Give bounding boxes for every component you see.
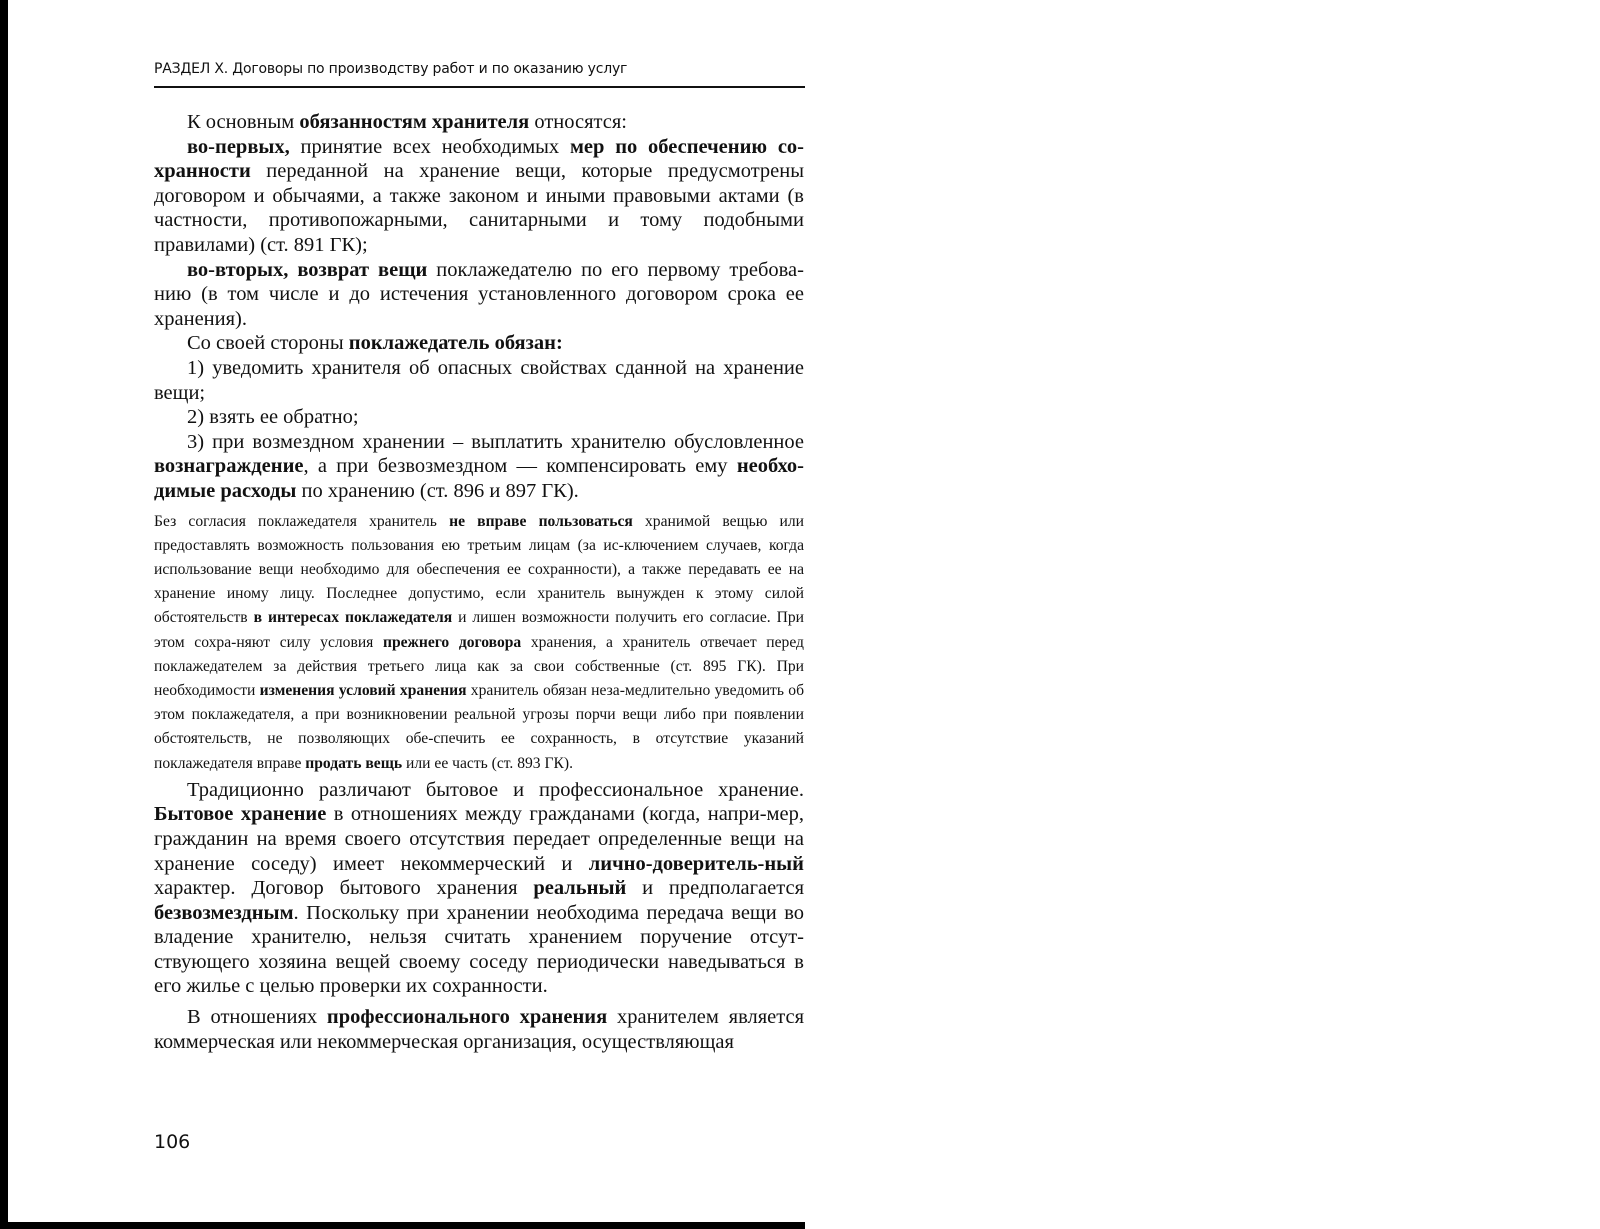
page-body bbox=[154, 110, 804, 1054]
running-header: РАЗДЕЛ X. Договоры по производству работ и по оказанию услуг bbox=[154, 61, 628, 77]
main-text-block-1 bbox=[154, 110, 804, 504]
small-print-block bbox=[154, 510, 804, 776]
scan-border-left bbox=[0, 0, 8, 1229]
paragraph-depositor-intro: Со своей стороны поклажедатель обязан: bbox=[187, 332, 563, 355]
scan-border-bottom bbox=[0, 1222, 805, 1229]
paragraph-duties-intro: К основным обязанностям хранителя относятся: bbox=[187, 111, 627, 133]
paragraph-household-storage: Традиционно различают бытовое и профессиональное хранение. Бытовое хранение в отношениях между гражданами (когда, напри-мер, гражданин на время своего отсутствия передает определенные вещи на хранение соседу) имеет некоммерческий и лично-доверитель-ный характер. Договор бытового хранения реальный и предполагается безвозмездным. Поскольку при хранении необходима передача вещи во владение хранителю, нельзя считать хранением поручение отсут-ствующего хозяина вещей своему соседу периодически наведываться в его жилье с целью проверки их сохранности. bbox=[154, 778, 804, 998]
paragraph-depositor-item-3: 3) при возмездном хранении – выплатить хранителю обусловленное вознаграждение, а при безвозмездном — компенсировать ему необхо-димые расходы по хранению (ст. 896 и 897 ГК). bbox=[154, 430, 804, 502]
paragraph-depositor-item-1: 1) уведомить хранителя об опасных свойствах сданной на хранение вещи; bbox=[154, 356, 804, 404]
paragraph-first-duty: во-первых, принятие всех необходимых мер по обеспечению со-хранности переданной на хранение вещи, которые предусмотрены договором и обычаями, а также законом и иными правовыми актами (в частности, противопожарными, санитарными и тому подобными правилами) (ст. 891 ГК); bbox=[154, 135, 804, 256]
paragraph-second-duty: во-вторых, возврат вещи поклажедателю по его первому требова-нию (в том числе и до истечения установленного договором срока ее хранения). bbox=[154, 258, 804, 330]
header-rule bbox=[154, 86, 805, 88]
paragraph-professional-storage: В отношениях профессионального хранения хранителем является коммерческая или некоммерческая организация, осуществляющая bbox=[154, 1006, 804, 1053]
main-text-block-2 bbox=[154, 778, 804, 1055]
paragraph-depositor-item-2: 2) взять ее обратно; bbox=[187, 406, 359, 429]
page-number: 106 bbox=[154, 1131, 191, 1153]
paragraph-small-print: Без согласия поклажедателя хранитель не вправе пользоваться хранимой вещью или предоставлять возможность пользования ею третьим лицам (за ис-ключением случаев, когда использование вещи необходимо для обеспечения ее сохранности), а также передавать ее на хранение иному лицу. Последнее допустимо, если хранитель вынужден к этому силой обстоятельств в интересах поклажедателя и лишен возможности получить его согласие. При этом сохра-няют силу условия прежнего договора хранения, а хранитель отвечает перед поклажедателем за действия третьего лица как за свои собственные (ст. 895 ГК). При необходимости изменения условий хранения хранитель обязан неза-медлительно уведомить об этом поклажедателя, а при возникновении реальной угрозы порчи вещи либо при появлении обстоятельств, не позволяющих обе-спечить ее сохранность, в отсутствие указаний поклажедателя вправе продать вещь или ее часть (ст. 893 ГК). bbox=[154, 512, 805, 772]
